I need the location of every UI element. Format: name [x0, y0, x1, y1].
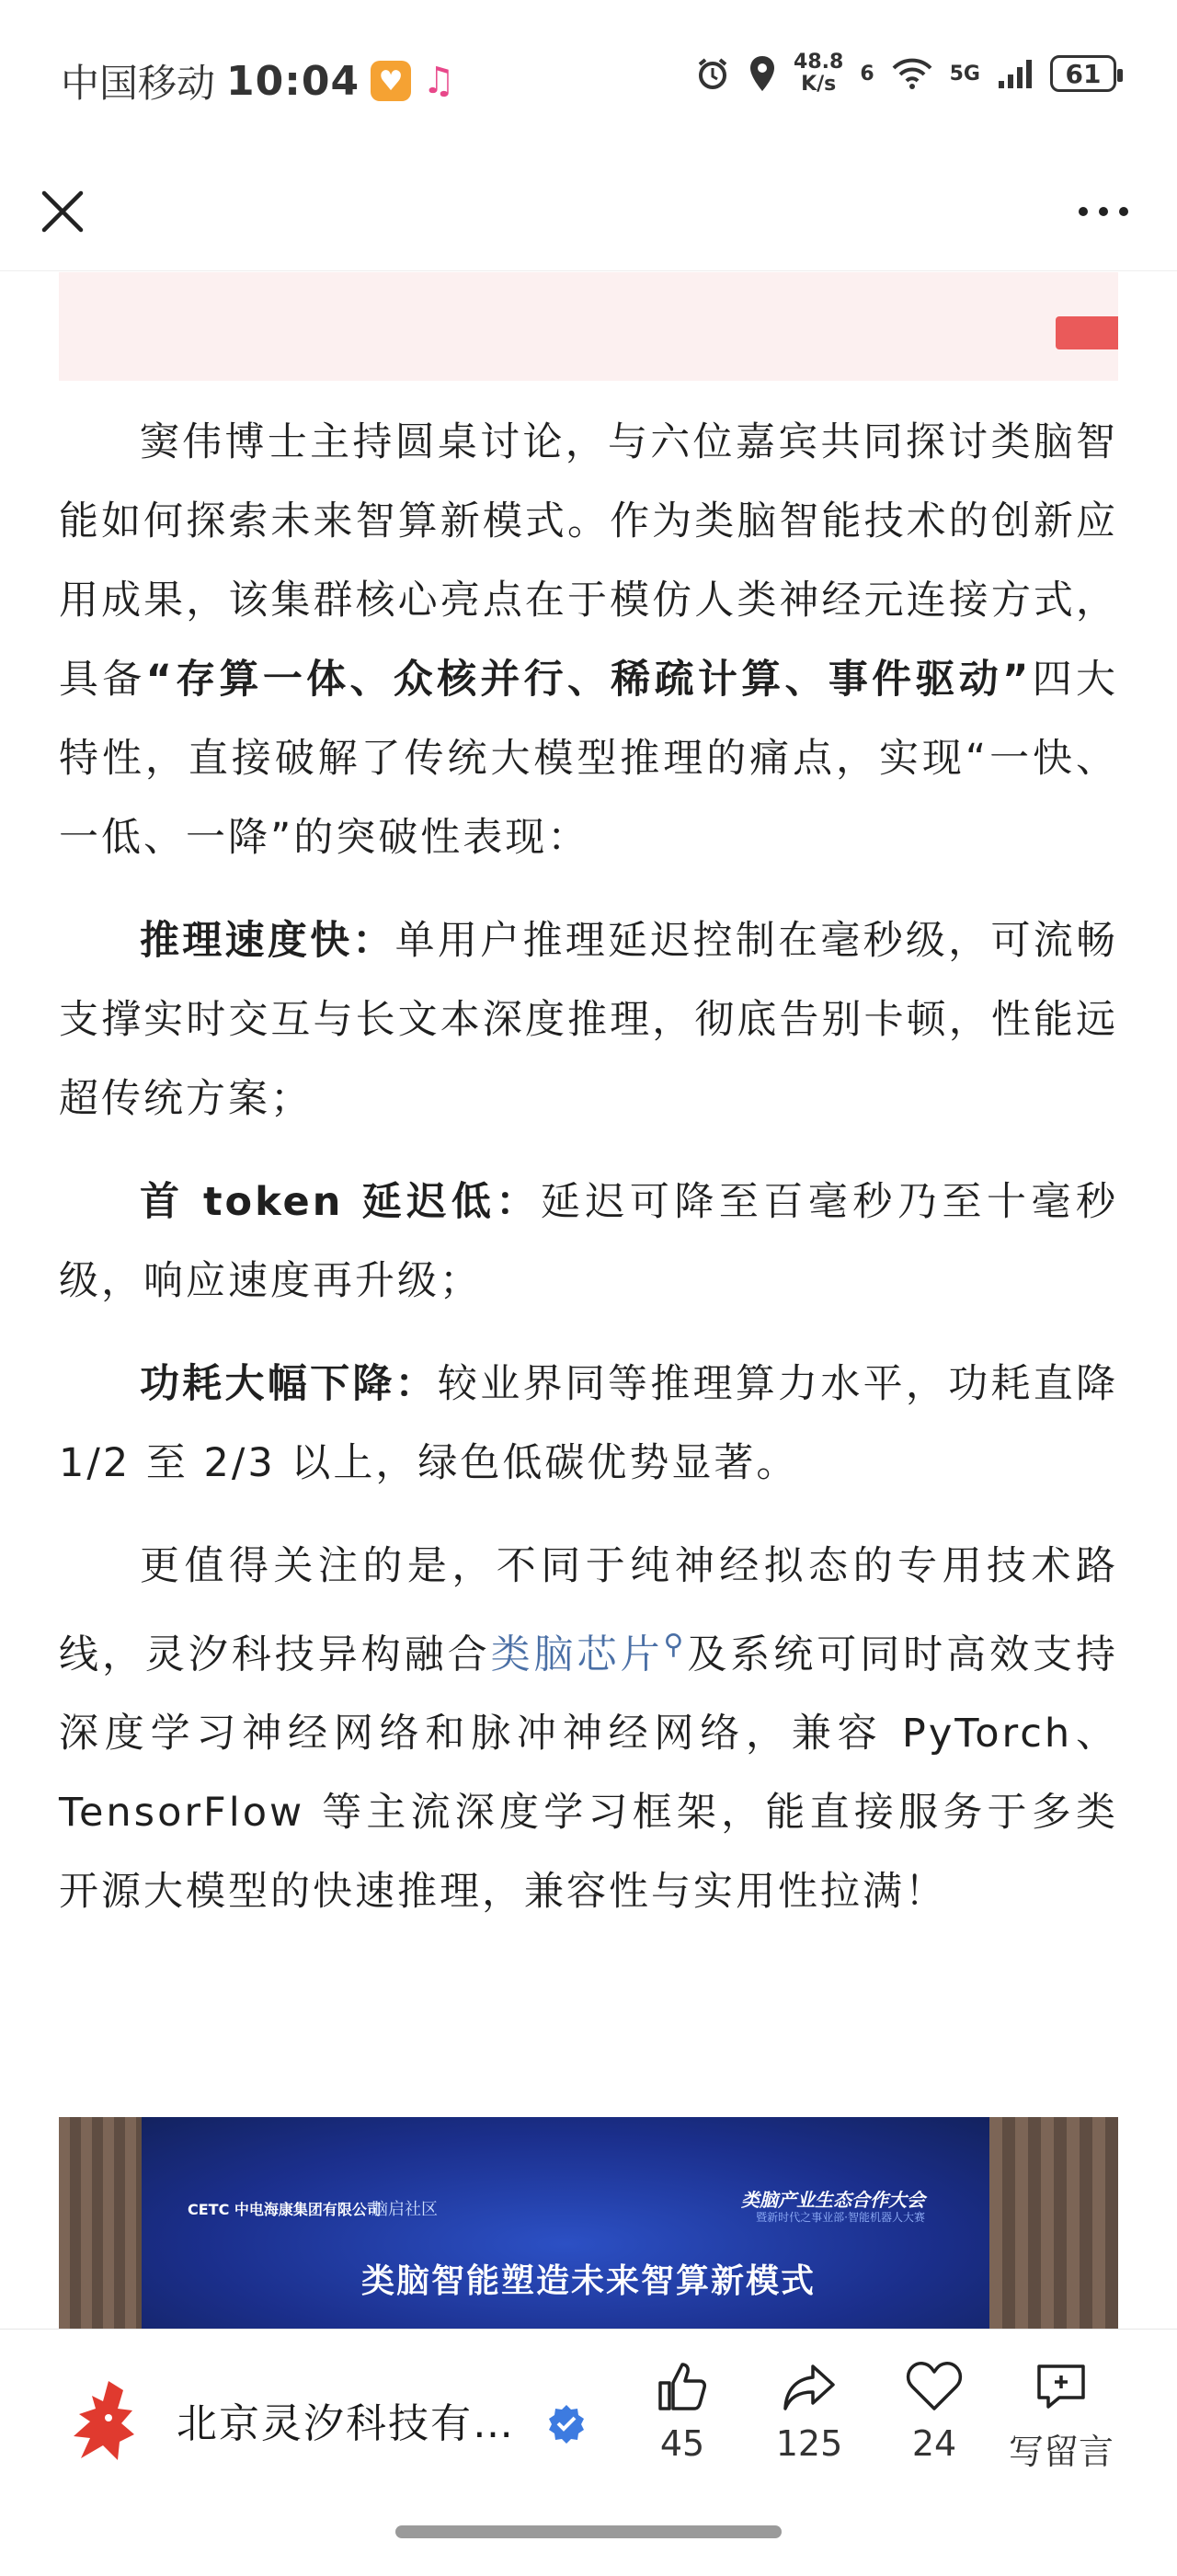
article-paragraph-3: 首 token 延迟低：延迟可降至百毫秒乃至十毫秒级，响应速度再升级； — [59, 1179, 1118, 1304]
app-notification-icon: ♥ — [371, 61, 411, 101]
favorite-button[interactable] — [879, 2357, 989, 2464]
article-photo[interactable] — [59, 2117, 1118, 2329]
search-icon: ⚲ — [663, 1629, 687, 1661]
close-button[interactable] — [33, 182, 92, 241]
bottom-action-bar — [0, 2329, 1177, 2576]
status-left — [61, 53, 455, 109]
author-avatar[interactable] — [66, 2377, 140, 2469]
expo-subtitle: 暨新时代之事业部·智能机器人大赛 — [756, 2211, 925, 2224]
flag-decoration — [1056, 316, 1118, 349]
share-button[interactable] — [754, 2357, 864, 2464]
share-count: 125 — [775, 2423, 843, 2464]
thumbs-up-icon — [653, 2357, 712, 2416]
wifi-icon — [891, 57, 933, 90]
comment-label: 写留言 — [1008, 2432, 1114, 2472]
article-paragraph-5: 更值得关注的是，不同于纯神经拟态的专用技术路线，灵汐科技异构融合类脑芯片⚲及系统可同时高效支持深度学习神经网络和脉冲神经网络，兼容 PyTorch、TensorFlow 等主流深度学习框架，能直接服务于多类开源大模型的快速推理，兼容性与实用性拉满！ — [59, 1543, 1119, 1916]
music-icon: ♫ — [422, 60, 455, 102]
location-icon — [748, 54, 777, 93]
article-paragraph-1: 窦伟博士主持圆桌讨论，与六位嘉宾共同探讨类脑智能如何探索未来智算新模式。作为类脑智能技术的创新应用成果，该集群核心亮点在于模仿人类神经元连接方式，具备“存算一体、众核并行、稀疏计算、事件驱动”四大特性，直接破解了传统大模型推理的痛点，实现“一快、一低、一降”的突破性表现： — [59, 419, 1118, 861]
battery-icon: 61 — [1050, 55, 1116, 92]
status-bar — [0, 0, 1177, 156]
close-icon — [33, 182, 92, 241]
author-name[interactable]: 北京灵汐科技有… — [177, 2400, 515, 2447]
alarm-icon — [694, 55, 731, 92]
cetc-logo: CETC 中电海康集团有限公司 — [188, 2201, 382, 2218]
bold-phrase: “存算一体、众核并行、稀疏计算、事件驱动” — [145, 657, 1032, 703]
bold-heading: 推理速度快： — [140, 918, 395, 964]
like-button[interactable] — [627, 2357, 737, 2464]
article-body — [59, 403, 1118, 1955]
favorite-count: 24 — [911, 2423, 957, 2464]
verified-badge-icon — [546, 2403, 587, 2444]
cellular-type: 5G — [949, 62, 980, 86]
bold-heading: 功耗大幅下降： — [140, 1361, 438, 1407]
comment-icon — [1032, 2357, 1091, 2416]
share-icon — [780, 2357, 839, 2416]
more-options-button[interactable] — [1067, 184, 1140, 239]
stage-slogan: 类脑智能塑造未来智算新模式 — [360, 2262, 816, 2300]
status-right — [694, 52, 1116, 96]
article-paragraph-2: 推理速度快：单用户推理延迟控制在毫秒级，可流畅支撑实时交互与长文本深度推理，彻底告别卡顿，性能远超传统方案； — [59, 918, 1119, 1122]
home-indicator[interactable] — [395, 2525, 782, 2538]
like-count: 45 — [659, 2423, 705, 2464]
wifi-label: 6 — [860, 62, 874, 86]
clock: 10:04 — [226, 57, 360, 105]
more-icon — [1067, 184, 1140, 239]
top-nav — [0, 156, 1177, 271]
article-paragraph-4: 功耗大幅下降：较业界同等推理算力水平，功耗直降 1/2 至 2/3 以上，绿色低碳优势显著。 — [59, 1361, 1119, 1486]
carrier-label: 中国移动 — [61, 61, 216, 106]
heart-icon — [905, 2357, 964, 2416]
signal-icon — [997, 57, 1034, 90]
network-speed: 48.8 K/s — [794, 51, 844, 96]
article-image-banner — [59, 272, 1118, 381]
write-comment-button[interactable] — [1006, 2357, 1116, 2474]
bold-heading: 首 token 延迟低： — [140, 1179, 541, 1225]
community-logo: 脑启社区 — [371, 2200, 438, 2219]
search-link[interactable]: 类脑芯片 — [490, 1631, 664, 1678]
expo-title: 类脑产业生态合作大会 — [741, 2189, 925, 2211]
